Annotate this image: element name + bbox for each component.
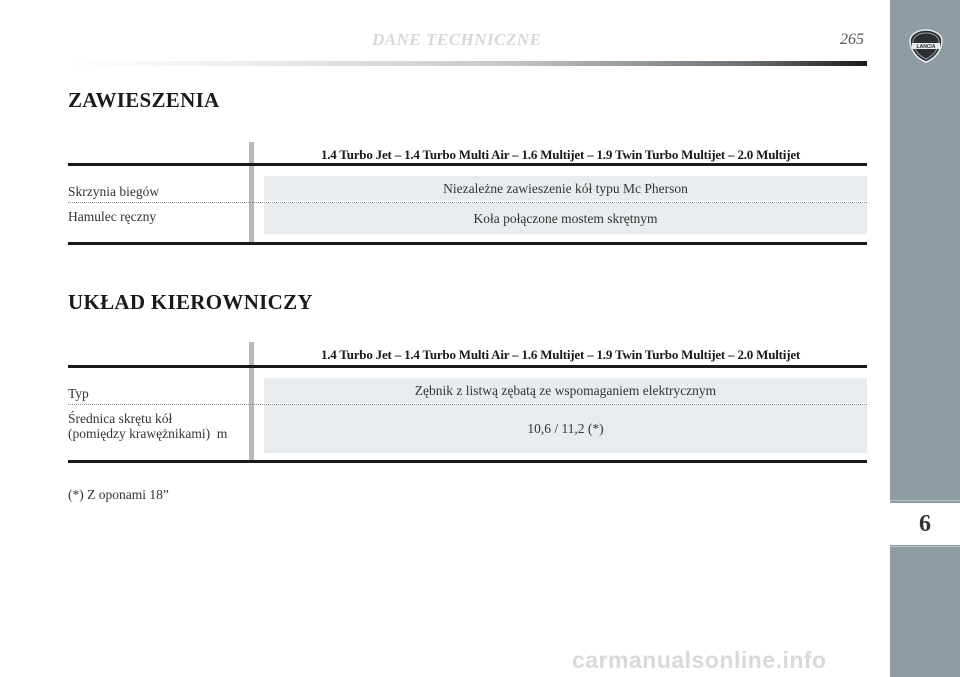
sidebar-divider: [890, 546, 960, 547]
header-rule: [68, 61, 867, 66]
watermark: carmanualsonline.info: [572, 647, 827, 673]
page-number: 265: [840, 31, 864, 48]
table-row-label-line: (pomiędzy krawężnikami) m: [68, 426, 228, 441]
sidebar-divider: [890, 500, 960, 501]
table-row-label: Skrzynia biegów: [68, 184, 160, 199]
engine-column-header: 1.4 Turbo Jet – 1.4 Turbo Multi Air – 1.6 Multijet – 1.9 Twin Turbo Multijet – 2.0 Multijet: [320, 147, 801, 162]
table-cell-value: Zębnik z listwą zębatą ze wspomaganiem elektrycznym: [264, 378, 867, 403]
engine-column-header: 1.4 Turbo Jet – 1.4 Turbo Multi Air – 1.6 Multijet – 1.9 Twin Turbo Multijet – 2.0 Multijet: [320, 347, 801, 362]
table-cell-value: Niezależne zawieszenie kół typu Mc Pherson: [264, 176, 867, 201]
steering-table: [68, 342, 867, 466]
table-row-label: [68, 411, 248, 441]
table-header-rule: [68, 163, 867, 166]
chapter-tab[interactable]: 6: [890, 503, 960, 545]
logo-text: LANCIA: [916, 44, 936, 50]
chapter-sidebar: [890, 0, 960, 677]
table-bottom-rule: [68, 460, 867, 463]
table-header-rule: [68, 365, 867, 368]
footnote: (*) Z oponami 18”: [68, 487, 169, 502]
running-header-title: DANE TECHNICZNE: [372, 30, 542, 49]
table-bottom-rule: [68, 242, 867, 245]
table-cell-value: 10,6 / 11,2 (*): [264, 405, 867, 453]
table-row-label: Typ: [68, 386, 89, 401]
lancia-logo-icon: [908, 28, 944, 64]
suspension-table: [68, 142, 867, 246]
section-title-suspension: ZAWIESZENIA: [68, 88, 220, 112]
table-row-label: Hamulec ręczny: [68, 209, 157, 224]
table-cell-value: Koła połączone mostem skrętnym: [264, 203, 867, 234]
section-title-steering: UKŁAD KIEROWNICZY: [68, 290, 313, 314]
table-row-label-line: Średnica skrętu kół: [68, 411, 173, 426]
